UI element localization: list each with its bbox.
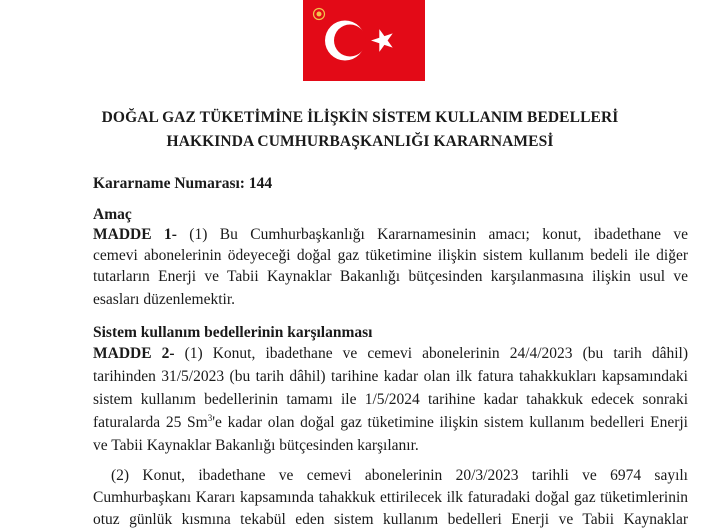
- madde-2-label: MADDE 2-: [93, 345, 175, 362]
- document-title-line-2: HAKKINDA CUMHURBAŞKANLIĞI KARARNAMESİ: [166, 133, 554, 150]
- madde-1-line-1: [93, 225, 688, 245]
- madde-1-text-1: (1) Bu Cumhurbaşkanlığı Kararnamesinin amacı; konut, ibadethane ve: [176, 226, 688, 243]
- cubic-superscript: 3: [207, 413, 213, 423]
- crescent-star-icon: [303, 0, 425, 81]
- madde-2-line-3: sistem kullanım bedellerinin tamamı ile 1/5/2024 tarihine kadar tahakkuk edecek sonraki: [93, 391, 688, 408]
- decree-number: Kararname Numarası: 144: [93, 175, 273, 192]
- document-title-line-1: DOĞAL GAZ TÜKETİMİNE İLİŞKİN SİSTEM KULLANIM BEDELLERİ: [101, 109, 619, 126]
- madde-2-para-2-line-3: otuz günlük kısmına tekabül eden sistem kullanım bedelleri Enerji ve Tabii Kaynaklar: [93, 511, 688, 528]
- madde-2-para-2-line-1: (2) Konut, ibadethane ve cemevi abonelerinin 20/3/2023 tarihli ve 6974 sayılı: [111, 467, 688, 484]
- madde-2-line-2: tarihinden 31/5/2023 (bu tarih dâhil) tarihine kadar olan ilk fatura tahakkukları kapsamındaki: [93, 368, 688, 385]
- madde-2-text-4a: faturalarda 25 Sm: [93, 414, 208, 431]
- madde-1-line-3: tutarların Enerji ve Tabii Kaynaklar Bakanlığı bütçesinden karşılanmasına ilişkin usul ve: [93, 268, 688, 285]
- madde-2-text-1: (1) Konut, ibadethane ve cemevi abonelerinin 24/4/2023 (bu tarih dâhil): [174, 345, 688, 362]
- madde-2-line-5: ve Tabii Kaynaklar Bakanlığı bütçesinden karşılanır.: [93, 437, 419, 454]
- madde-2-line-4: [93, 413, 688, 433]
- madde-1-label: MADDE 1-: [93, 226, 177, 243]
- turkish-flag-icon: [303, 0, 425, 81]
- madde-2-line-1: [93, 344, 688, 364]
- madde-2-text-4b: 'e kadar olan doğal gaz tüketimine ilişkin sistem kullanım bedelleri Enerji: [212, 414, 688, 431]
- madde-1-line-2: cemevi abonelerinin ödeyeceği doğal gaz tüketimine ilişkin sistem kullanım bedeli ile diğer: [93, 247, 688, 264]
- section-heading-sistem-kullanim: Sistem kullanım bedellerinin karşılanması: [93, 324, 373, 341]
- section-heading-amac: Amaç: [93, 206, 132, 223]
- madde-2-para-2-line-2: Cumhurbaşkanı Kararı kapsamında tahakkuk ettirilecek ilk faturadaki doğal gaz tüketimlerinin: [93, 489, 688, 506]
- madde-1-line-4: esasları düzenlemektir.: [93, 291, 236, 308]
